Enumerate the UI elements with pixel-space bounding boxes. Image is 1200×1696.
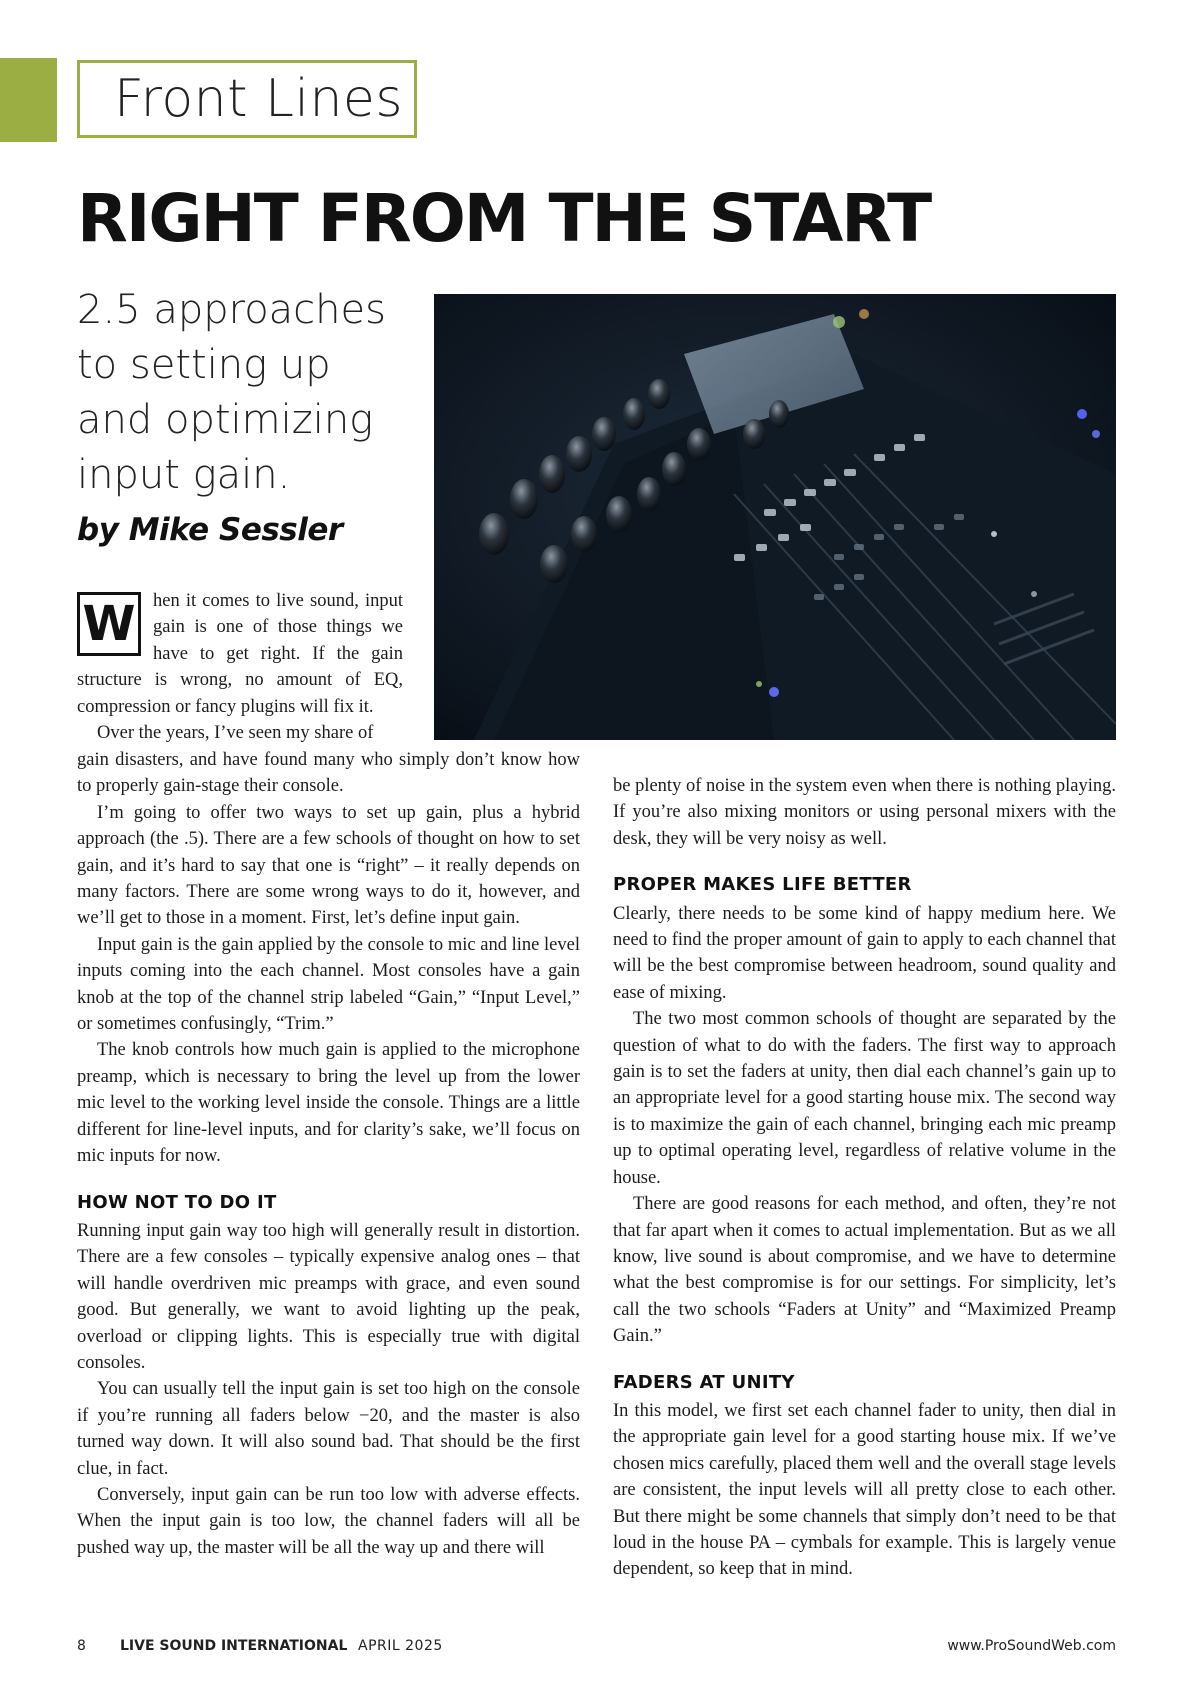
body-paragraph: The knob controls how much gain is applied to the microphone preamp, which is necessary to bring the level up from the lower mic level to the working level inside the console. Things are a little different for line-level inputs, and for clarity’s sake, we’ll focus on mic inputs for now. xyxy=(77,1040,580,1167)
page-number: 8 xyxy=(77,1638,86,1654)
section-label: Front Lines xyxy=(77,60,417,138)
section-accent-bar xyxy=(0,58,57,142)
mixing-console-photo xyxy=(434,294,1116,740)
body-paragraph: be plenty of noise in the system even when there is nothing playing. If you’re also mixing monitors or using personal mixers with the desk, they will be very noisy as well. xyxy=(613,776,1116,849)
article-byline: by Mike Sessler xyxy=(77,512,343,548)
body-paragraph: Input gain is the gain applied by the console to mic and line level inputs coming into the each channel. Most consoles have a gain knob at the top of the channel strip labeled “Gain,” “Input Level,” or sometimes confusingly, “Trim.” xyxy=(77,934,580,1035)
section-heading: HOW NOT TO DO IT xyxy=(77,1191,277,1213)
drop-cap: W xyxy=(77,592,141,656)
body-paragraph: In this model, we first set each channel fader to unity, then dial in the appropriate gain level for a good starting house mix. If we’ve chosen mics carefully, placed them well and the overall stage levels are consistent, the input levels will all pretty close to each other. But there might be some channels that simply don’t need to be that loud in the house PA – cymbals for example. This is largely venue dependent, so keep that in mind. xyxy=(613,1400,1116,1580)
section-heading: PROPER MAKES LIFE BETTER xyxy=(613,874,912,896)
body-paragraph: You can usually tell the input gain is set too high on the console if you’re running all faders below −20, and the master is also turned way down. It will also sound bad. That should be the first clue, in fact. xyxy=(77,1379,580,1479)
section-heading: FADERS AT UNITY xyxy=(613,1371,795,1393)
website-link[interactable]: www.ProSoundWeb.com xyxy=(947,1638,1116,1654)
right-column xyxy=(613,773,1116,1583)
body-paragraph: Clearly, there needs to be some kind of happy medium here. We need to find the proper amount of gain to apply to each channel that will be the best compromise between headroom, sound quality and ease of mixing. xyxy=(613,903,1116,1003)
body-paragraph: gain disasters, and have found many who simply don’t know how to properly gain-stage their console. xyxy=(77,750,580,797)
magazine-name: LIVE SOUND INTERNATIONAL xyxy=(120,1638,348,1654)
body-paragraph: I’m going to offer two ways to set up gain, plus a hybrid approach (the .5). There are a few schools of thought on how to set gain, and it’s hard to say that one is “right” – it really depends on many factors. There are some wrong ways to do it, however, and we’ll get to those in a moment. First, let’s define input gain. xyxy=(77,802,580,929)
body-paragraph: Running input gain way too high will generally result in distortion. There are a few consoles – typically expensive analog ones – that will handle overdriven mic preamps with grace, and even sound good. But generally, we want to avoid lighting up the peak, overload or clipping lights. This is especially true with digital consoles. xyxy=(77,1220,580,1373)
issue-date: APRIL 2025 xyxy=(358,1638,443,1654)
intro-text xyxy=(77,588,403,746)
body-paragraph: Conversely, input gain can be run too low with adverse effects. When the input gain is too low, the channel faders will all be pushed way up, the master will be all the way up and there will xyxy=(77,1484,580,1558)
body-paragraph: The two most common schools of thought are separated by the question of what to do with the faders. The first way to approach gain is to set the faders at unity, then dial each channel’s gain up to an appropriate level for a good starting house mix. The second way is to maximize the gain of each channel, bringing each mic preamp up to optimal operating level, regardless of relative volume in the house. xyxy=(613,1009,1116,1188)
left-column xyxy=(77,747,580,1561)
body-paragraph: hen it comes to live sound, input gain is one of those things we have to get right. If the gain structure is wrong, no amount of EQ, compression or fancy plugins will fix it. xyxy=(77,591,403,717)
body-paragraph: Over the years, I’ve seen my share of xyxy=(97,723,374,744)
article-headline: RIGHT FROM THE START xyxy=(77,180,931,257)
body-paragraph: There are good reasons for each method, and often, they’re not that far apart when it comes to actual implementation. But as we all know, live sound is about compromise, and we have to determine what the best compromise is for our settings. For simplicity, let’s call the two schools “Faders at Unity” and “Maximized Preamp Gain.” xyxy=(613,1194,1116,1347)
page-footer xyxy=(77,1638,1116,1662)
article-dek: 2.5 approaches to setting up and optimizing input gain. xyxy=(77,287,386,498)
